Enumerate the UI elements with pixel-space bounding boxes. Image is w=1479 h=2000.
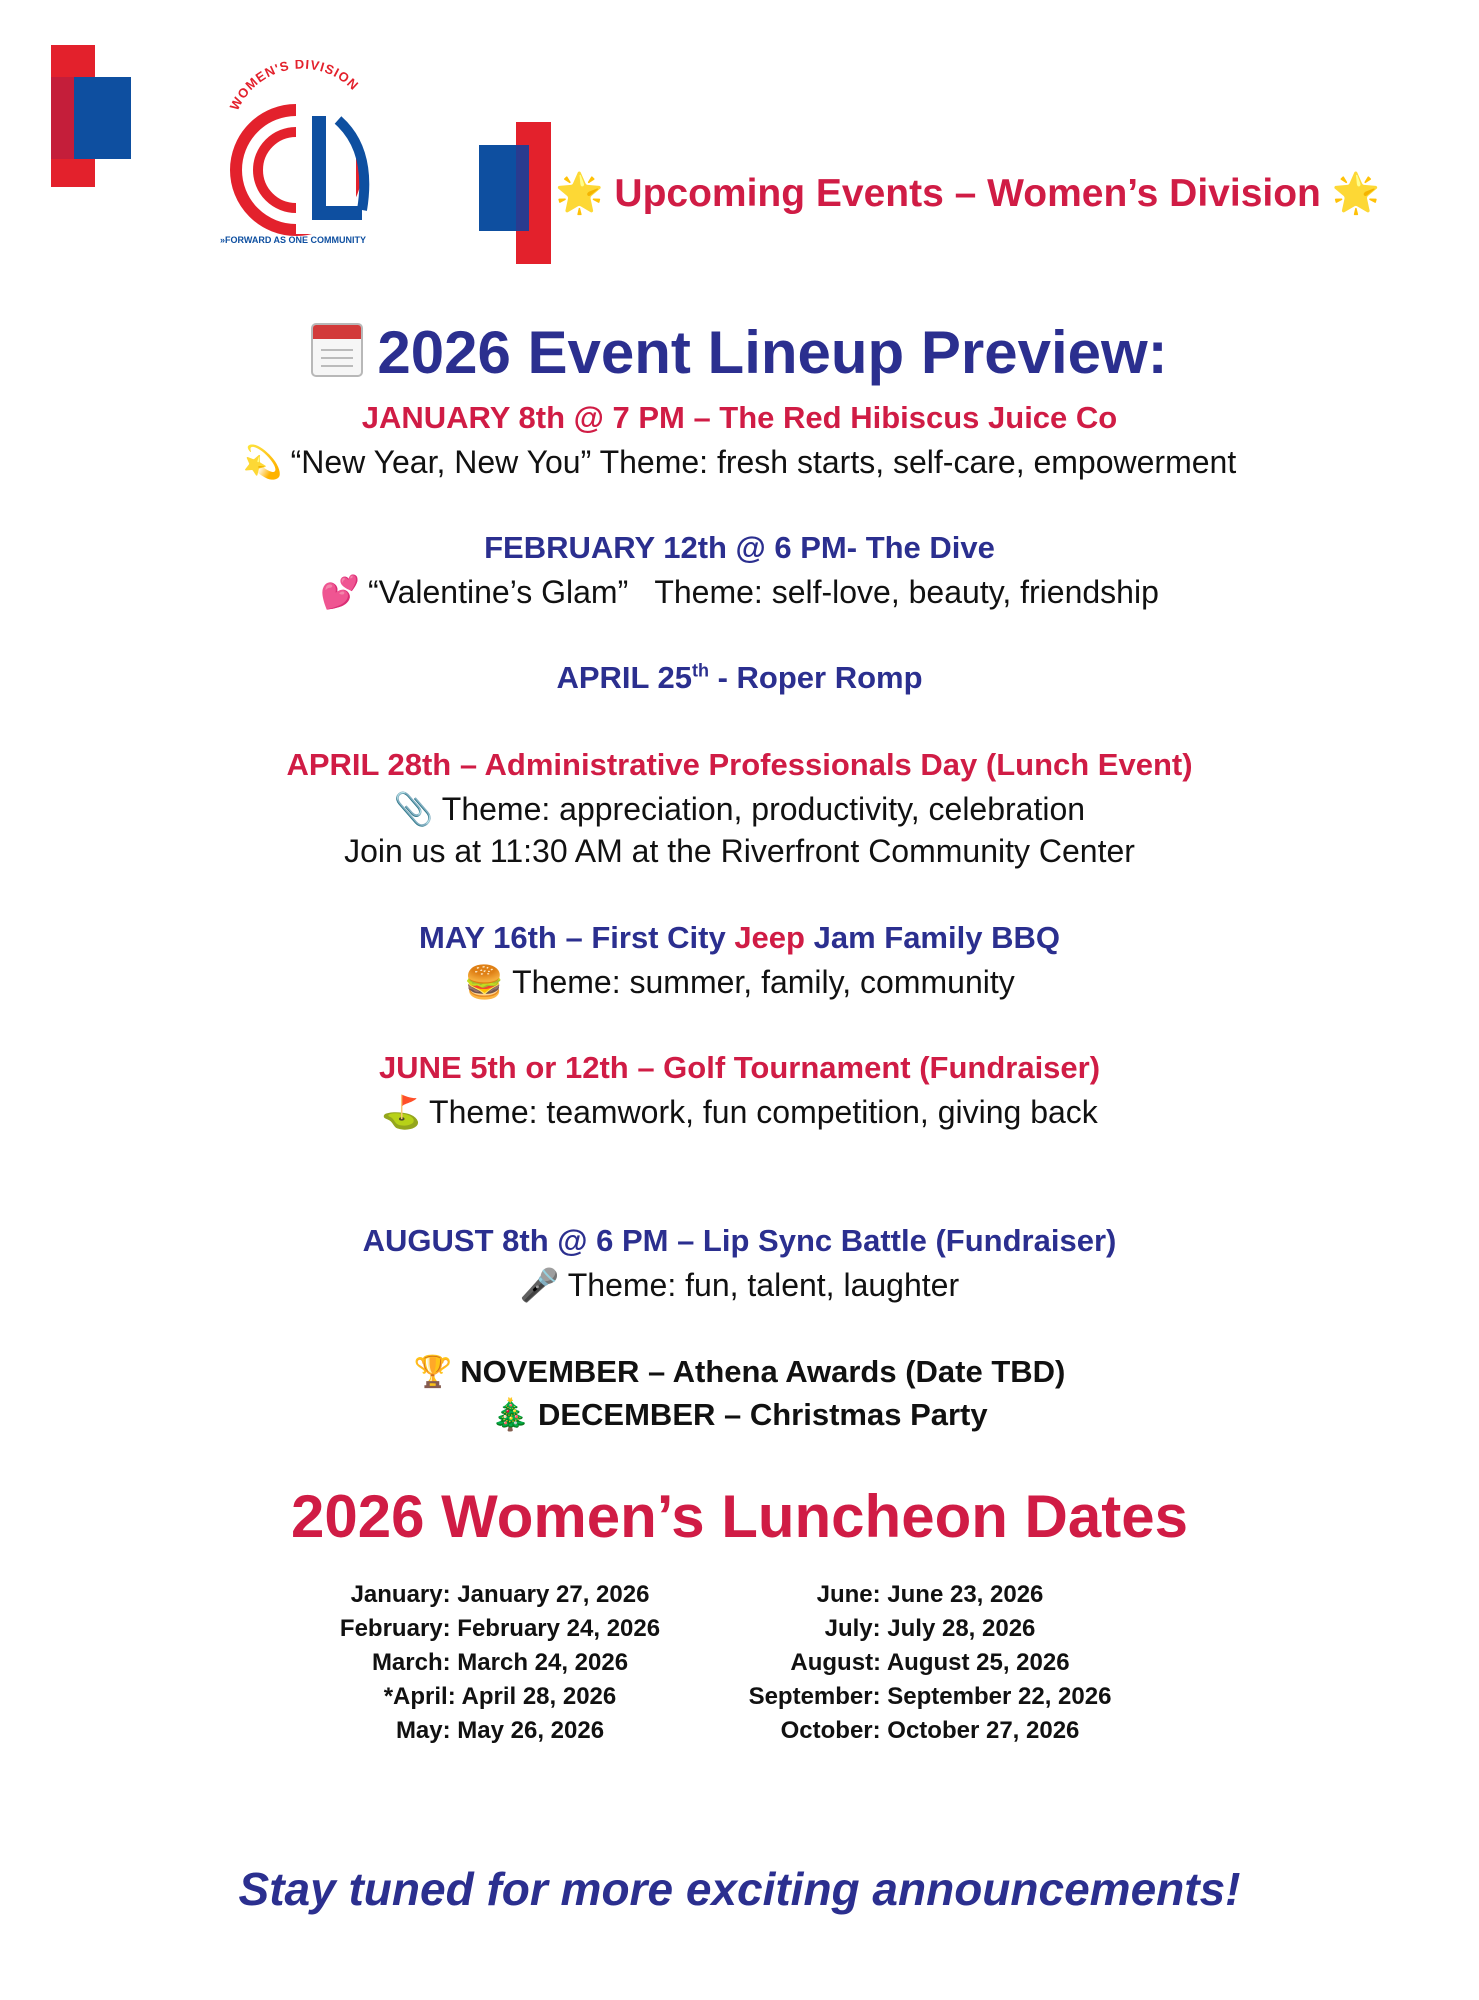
luncheon-date: January: January 27, 2026 [350, 1581, 650, 1608]
luncheon-date: June: June 23, 2026 [816, 1581, 1044, 1608]
paperclip-icon: 📎 [393, 791, 434, 827]
event-december-title: 🎄 DECEMBER – Christmas Party [491, 1397, 988, 1432]
womens-division-logo [212, 60, 392, 250]
luncheon-date: February: February 24, 2026 [339, 1615, 661, 1642]
event-february-theme: 💕 “Valentine’s Glam” Theme: self-love, beauty, friendship [320, 574, 1159, 610]
luncheon-dates-left-column [300, 1578, 700, 1748]
left-block-decoration [51, 45, 131, 187]
stay-tuned-footer: Stay tuned for more exciting announcements! [238, 1863, 1241, 1915]
header-block-decoration [479, 122, 551, 264]
luncheon-date: September: September 22, 2026 [748, 1683, 1112, 1710]
star-icon: 🌟 [555, 172, 604, 215]
upcoming-events-heading [555, 170, 1405, 216]
event-june-theme: ⛳ Theme: teamwork, fun competition, giving back [381, 1094, 1098, 1130]
event-june-title: JUNE 5th or 12th – Golf Tournament (Fundraiser) [378, 1050, 1101, 1085]
event-may-title: MAY 16th – First City Jeep Jam Family BBQ [419, 920, 1060, 955]
luncheon-date: March: March 24, 2026 [371, 1649, 629, 1676]
event-may-theme: 🍔 Theme: summer, family, community [464, 964, 1015, 1000]
golf-flag-icon: ⛳ [381, 1094, 422, 1130]
christmas-tree-icon: 🎄 [491, 1397, 530, 1432]
luncheon-dates-title: 2026 Women’s Luncheon Dates [291, 1483, 1188, 1550]
event-november-title: 🏆 NOVEMBER – Athena Awards (Date TBD) [413, 1354, 1066, 1389]
event-april-28-theme: 📎 Theme: appreciation, productivity, celebration [393, 791, 1086, 827]
luncheon-date: *April: April 28, 2026 [383, 1683, 617, 1710]
star-icon: 🌟 [1331, 172, 1381, 215]
luncheon-date: October: October 27, 2026 [780, 1717, 1080, 1744]
event-february-title: FEBRUARY 12th @ 6 PM- The Dive [484, 530, 995, 565]
event-april-25-title: APRIL 25th - Roper Romp [556, 660, 923, 695]
luncheon-date: May: May 26, 2026 [395, 1717, 605, 1744]
luncheon-date: July: July 28, 2026 [824, 1615, 1036, 1642]
luncheon-dates-right-column [715, 1578, 1145, 1748]
svg-text:»FORWARD AS ONE COMMUNITY: »FORWARD AS ONE COMMUNITY [220, 235, 367, 245]
event-january-title: JANUARY 8th @ 7 PM – The Red Hibiscus Juice Co [361, 400, 1118, 435]
event-august-title: AUGUST 8th @ 6 PM – Lip Sync Battle (Fundraiser) [362, 1223, 1117, 1258]
header-title-text: Upcoming Events – Women’s Division [614, 172, 1321, 215]
svg-text:WOMEN'S DIVISION: WOMEN'S DIVISION [226, 60, 362, 113]
event-lineup-title: 2026 Event Lineup Preview: [0, 318, 1479, 387]
calendar-icon [311, 323, 363, 377]
microphone-icon: 🎤 [519, 1267, 560, 1303]
dizzy-icon: 💫 [242, 444, 283, 480]
event-january-theme: 💫 “New Year, New You” Theme: fresh starts, self-care, empowerment [242, 444, 1237, 480]
event-april-28-location: Join us at 11:30 AM at the Riverfront Community Center [344, 833, 1135, 869]
event-august-theme: 🎤 Theme: fun, talent, laughter [519, 1267, 960, 1303]
event-april-28-title: APRIL 28th – Administrative Professionals Day (Lunch Event) [286, 747, 1193, 782]
luncheon-date: August: August 25, 2026 [790, 1649, 1070, 1676]
hearts-icon: 💕 [320, 574, 360, 610]
burger-icon: 🍔 [464, 964, 505, 1000]
trophy-icon: 🏆 [413, 1354, 453, 1389]
